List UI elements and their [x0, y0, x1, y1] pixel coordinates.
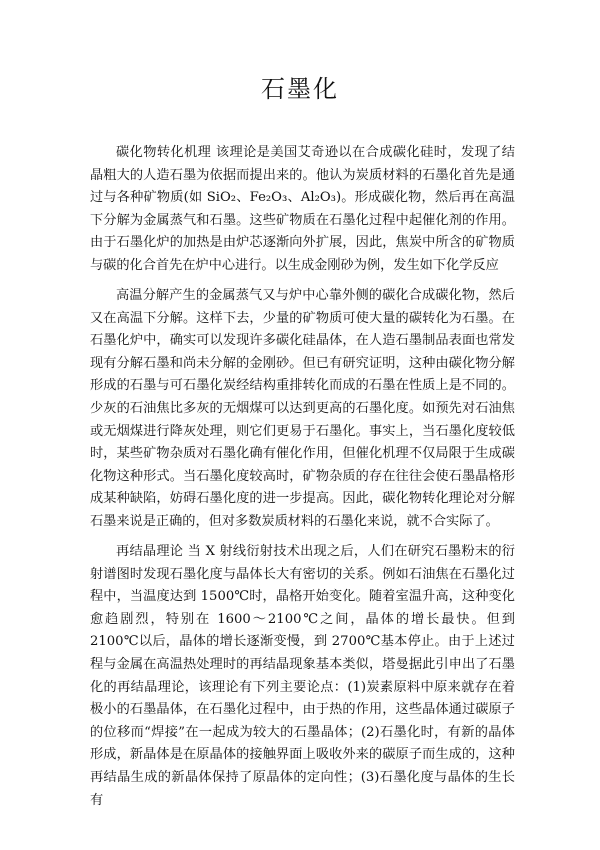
- paragraph-recrystallization: 再结晶理论 当 X 射线衍射技术出现之后，人们在研究石墨粉末的衍射谱图时发现石墨化度与晶体长大有密切的关系。例如石油焦在石墨化过程中，当温度达到 1500℃时，晶格开始变化。随着室温升高，这种变化愈趋剧烈，特别在 1600～2100℃之间，晶体的增长最快。但到 2100℃以后，晶体的增长逐渐变慢，到 2700℃基本停止。由于上述过程与金属在高温热处理时的再结晶现象基本类似，塔曼据此引申出了石墨化的再结晶理论，该理论有下列主要论点：(1)炭素原料中原来就存在着极小的石墨晶体，在石墨化过程中，由于热的作用，这些晶体通过碳原子的位移而“焊接”在一起成为较大的石墨晶体；(2)石墨化时，有新的晶体形成，新晶体是在原晶体的接触界面上吸收外来的碳原子而生成的，这种再结晶生成的新晶体保持了原晶体的定向性；(3)石墨化度与晶体的生长有: [90, 544, 515, 808]
- paragraph-carbide-decomposition: 高温分解产生的金属蒸气又与炉中心靠外侧的碳化合成碳化物，然后又在高温下分解。这样下去，少量的矿物质可使大量的碳转化为石墨。在石墨化炉中，确实可以发现许多碳化硅晶体，在人造石墨制品表面也常发现有分解石墨和尚未分解的金刚砂。但已有研究证明，这种由碳化物分解形成的石墨与可石墨化炭经结构重排转化而成的石墨在性质上是不同的。少灰的石油焦比多灰的无烟煤可以达到更高的石墨化度。如预先对石油焦或无烟煤进行降灰处理，则它们更易于石墨化。事实上，当石墨化度较低时，某些矿物杂质对石墨化确有催化作用，但催化机理不仅局限于生成碳化物这种形式。当石墨化度较高时，矿物杂质的存在往往会使石墨晶格形成某种缺陷，妨碍石墨化度的进一步提高。因此，碳化物转化理论对分解石墨来说是正确的，但对多数炭质材料的石墨化来说，就不合实际了。: [90, 288, 515, 529]
- page-title: 石墨化: [261, 75, 339, 103]
- paragraph-carbide-conversion: 碳化物转化机理 该理论是美国艾奇逊以在合成碳化硅时，发现了结晶粗大的人造石墨为依据而提出来的。他认为炭质材料的石墨化首先是通过与各种矿物质(如 SiO₂、Fe₂O₃、Al₂O₃)。形成碳化物，然后再在高温下分解为金属蒸气和石墨。这些矿物质在石墨化过程中起催化剂的作用。由于石墨化炉的加热是由炉芯逐渐向外扩展，因此，焦炭中所含的矿物质与碳的化合首先在炉中心进行。以生成金刚砂为例，发生如下化学反应: [90, 145, 515, 273]
